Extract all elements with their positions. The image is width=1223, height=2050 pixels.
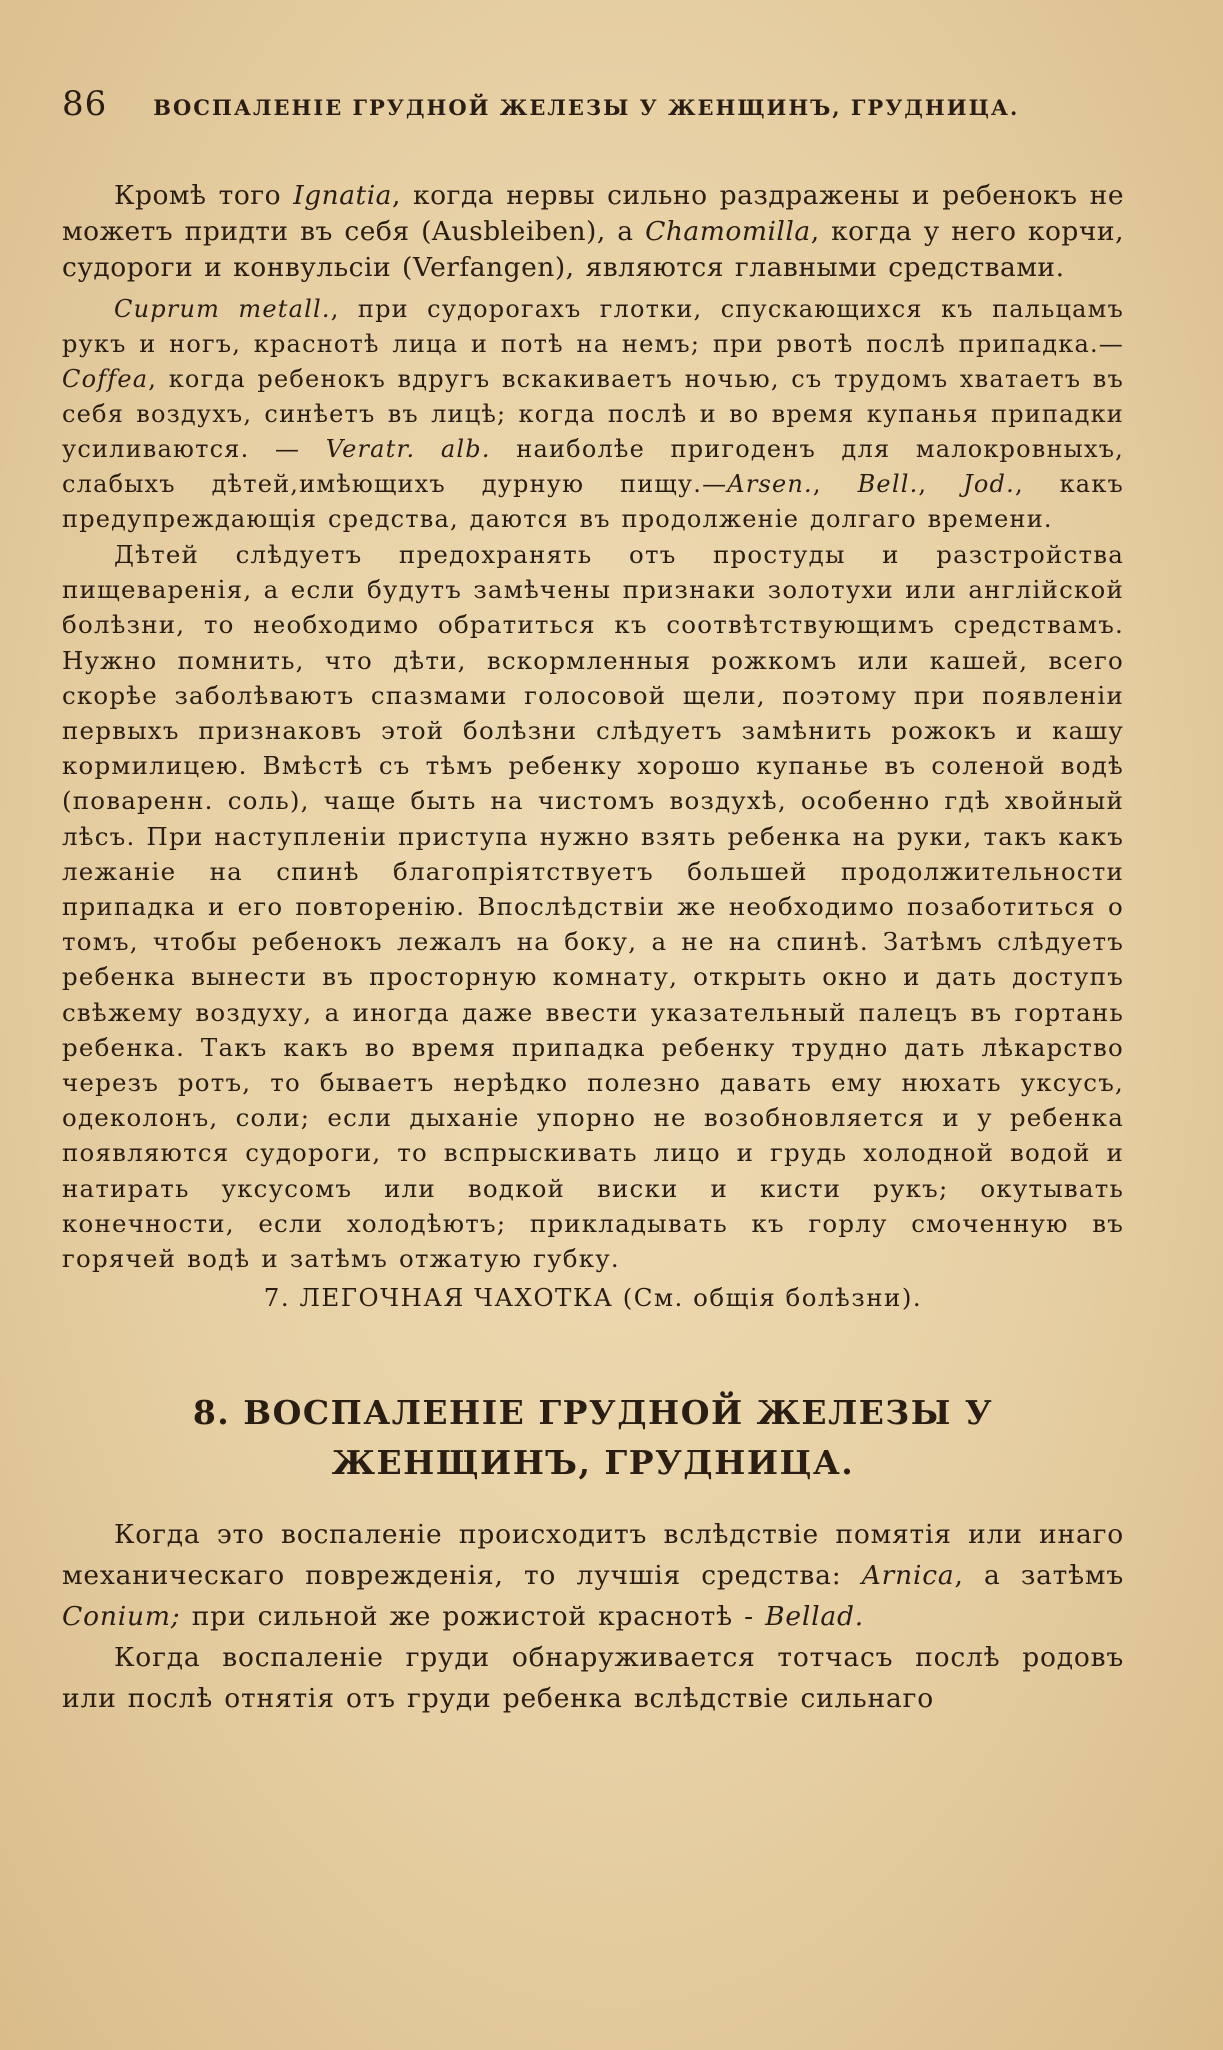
running-head (62, 84, 1124, 132)
remedy-name: Conium; (62, 1601, 181, 1633)
remedy-name: Bell. (857, 470, 919, 498)
paragraph-remedies (62, 178, 1124, 286)
paragraph-prevention: Дѣтей слѣдуетъ предохранять отъ простуды и разстройства пищеваренія, а если будутъ замѣчены признаки золотухи или англійской болѣзни, то необходимо обратиться къ соотвѣтствующимъ средствамъ. Нужно помнить, что дѣти, вскормленныя рожкомъ или кашей, всего скорѣе заболѣваютъ спазмами голосовой щели, поэтому при появленіи первыхъ признаковъ этой болѣзни слѣдуетъ замѣнить рожокъ и кашу кормилицею. Вмѣстѣ съ тѣмъ ребенку хорошо купанье въ соленой водѣ (поваренн. соль), чаще быть на чистомъ воздухѣ, особенно гдѣ хвойный лѣсъ. При наступленіи приступа нужно взять ребенка на руки, такъ какъ лежаніе на спинѣ благопріятствуетъ большей продолжительности припадка и его повторенію. Впослѣдствіи же необходимо позаботиться о томъ, чтобы ребенокъ лежалъ на боку, а не на спинѣ. Затѣмъ слѣдуетъ ребенка вынести въ просторную комнату, открыть окно и дать доступъ свѣжему воздуху, а иногда даже ввести указательный палецъ въ гортань ребенка. Такъ какъ во время припадка ребенку трудно дать лѣкарство черезъ ротъ, то бываетъ нерѣдко полезно давать ему нюхать уксусъ, одеколонъ, соли; если дыханіе упорно не возобновляется и у ребенка появляются судороги, то вспрыскивать лицо и грудь холодной водой и натирать уксусомъ или водкой виски и кисти рукъ; окутывать конечности, если холодѣютъ; прикладывать къ горлу смоченную въ горячей водѣ и затѣмъ отжатую губку. (62, 540, 1124, 1274)
page-number: 86 (62, 84, 108, 124)
remedy-name: Cuprum metall. (114, 295, 331, 323)
book-page (62, 84, 1124, 1984)
text-run: , когда у него корчи, судороги и конвульсіи (Verfangen), являются главными средствами. (62, 216, 1125, 283)
remedy-name: Arnica (861, 1560, 955, 1592)
text-run: , (812, 470, 858, 498)
text-run: Кромѣ того (114, 180, 294, 211)
text-run: , а затѣмъ (954, 1560, 1124, 1592)
text-run: наиболѣе пригоденъ для малокровныхъ, слабыхъ дѣтей,имѣющихъ дурную пищу.— (62, 435, 1124, 498)
remedy-name: Arsen. (727, 470, 813, 498)
remedy-name: Veratr. alb. (325, 435, 491, 463)
text-run: , когда ребенокъ вдругъ вскакиваетъ ночью, съ трудомъ хватаетъ въ себя воздухъ, синѣетъ въ лицѣ; когда послѣ и во время купанья припадки усиливаются. — (62, 365, 1124, 463)
paragraph-mastitis-2: Когда воспаленіе груди обнаруживается тотчасъ послѣ родовъ или послѣ отнятія отъ груди ребенка вслѣдствіе сильнаго (62, 1642, 1124, 1715)
text-run: , (918, 470, 964, 498)
text-run: , какъ предупреждающія средства, даются въ продолженіе долгаго времени. (62, 470, 1124, 533)
subheading-tuberculosis: 7. ЛЕГОЧНАЯ ЧАХОТКА (См. общія болѣзни). (263, 1283, 923, 1313)
remedy-name: Bellad. (765, 1601, 865, 1633)
text-run: , когда нервы сильно раздражены и ребенокъ не можетъ придти въ себя (Ausbleiben), а (62, 180, 1125, 247)
remedy-name: Jod. (963, 470, 1015, 498)
running-title: ВОСПАЛЕНІЕ ГРУДНОЙ ЖЕЛЕЗЫ У ЖЕНЩИНЪ, ГРУДНИЦА. (153, 95, 1020, 120)
remedy-name: Chamomilla (645, 216, 811, 247)
section-heading: 8. ВОСПАЛЕНІЕ ГРУДНОЙ ЖЕЛЕЗЫ У ЖЕНЩИНЪ, ГРУДНИЦА. (192, 1393, 994, 1483)
text-run: Когда это воспаленіе происходитъ вслѣдствіе помятія или инаго механическаго поврежденія, то лучшія средства: (62, 1519, 1124, 1592)
paragraph-mastitis-1 (62, 1514, 1124, 1637)
text-run: , при судорогахъ глотки, спускающихся къ пальцамъ рукъ и ногъ, краснотѣ лица и потѣ на немъ; при рвотѣ послѣ припадка.— (62, 295, 1124, 358)
remedy-name: Coffea (62, 365, 149, 393)
paragraph-remedies-small (62, 292, 1124, 537)
remedy-name: Ignatia (293, 180, 392, 211)
text-run: при сильной же рожистой краснотѣ - (180, 1601, 766, 1633)
